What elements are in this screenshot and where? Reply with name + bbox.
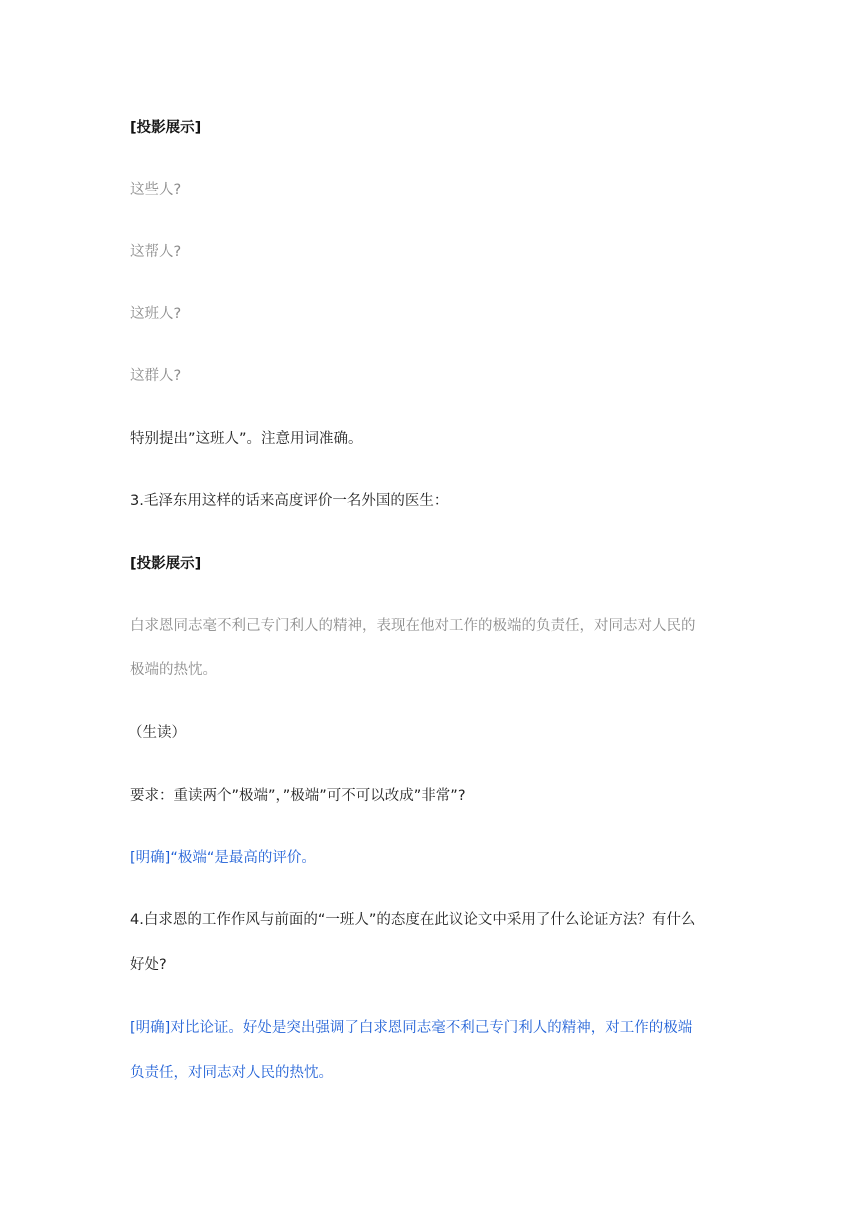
- option-this-crowd: 这群人?: [130, 368, 182, 384]
- option-this-group: 这班人?: [130, 306, 182, 322]
- question-4-line-1: 4.白求恩的工作作风与前面的“一班人”的态度在此议论文中采用了什么论证方法？有什么: [130, 912, 696, 928]
- answer-2-line-2: 负责任，对同志对人民的热忱。: [130, 1065, 333, 1081]
- quote-line-2: 极端的热忱。: [130, 662, 217, 678]
- question-4-line-2: 好处?: [130, 957, 167, 973]
- student-reading: （生读）: [128, 725, 186, 741]
- option-these-people: 这些人?: [130, 182, 182, 198]
- projection-heading-1: [投影展示]: [130, 120, 202, 136]
- option-this-gang: 这帮人?: [130, 244, 182, 260]
- answer-1: [明确]“极端“是最高的评价。: [130, 850, 316, 866]
- question-3: 3.毛泽东用这样的话来高度评价一名外国的医生：: [130, 493, 449, 509]
- projection-heading-2: [投影展示]: [130, 556, 202, 572]
- note-word-choice: 特别提出”这班人”。注意用词准确。: [130, 431, 363, 447]
- requirement: 要求：重读两个”极端”，”极端”可不可以改成”非常”?: [130, 788, 466, 804]
- answer-2-line-1: [明确]对比论证。好处是突出强调了白求恩同志毫不利己专门利人的精神，对工作的极端: [130, 1020, 693, 1036]
- quote-line-1: 白求恩同志毫不利己专门利人的精神，表现在他对工作的极端的负责任，对同志对人民的: [130, 618, 696, 634]
